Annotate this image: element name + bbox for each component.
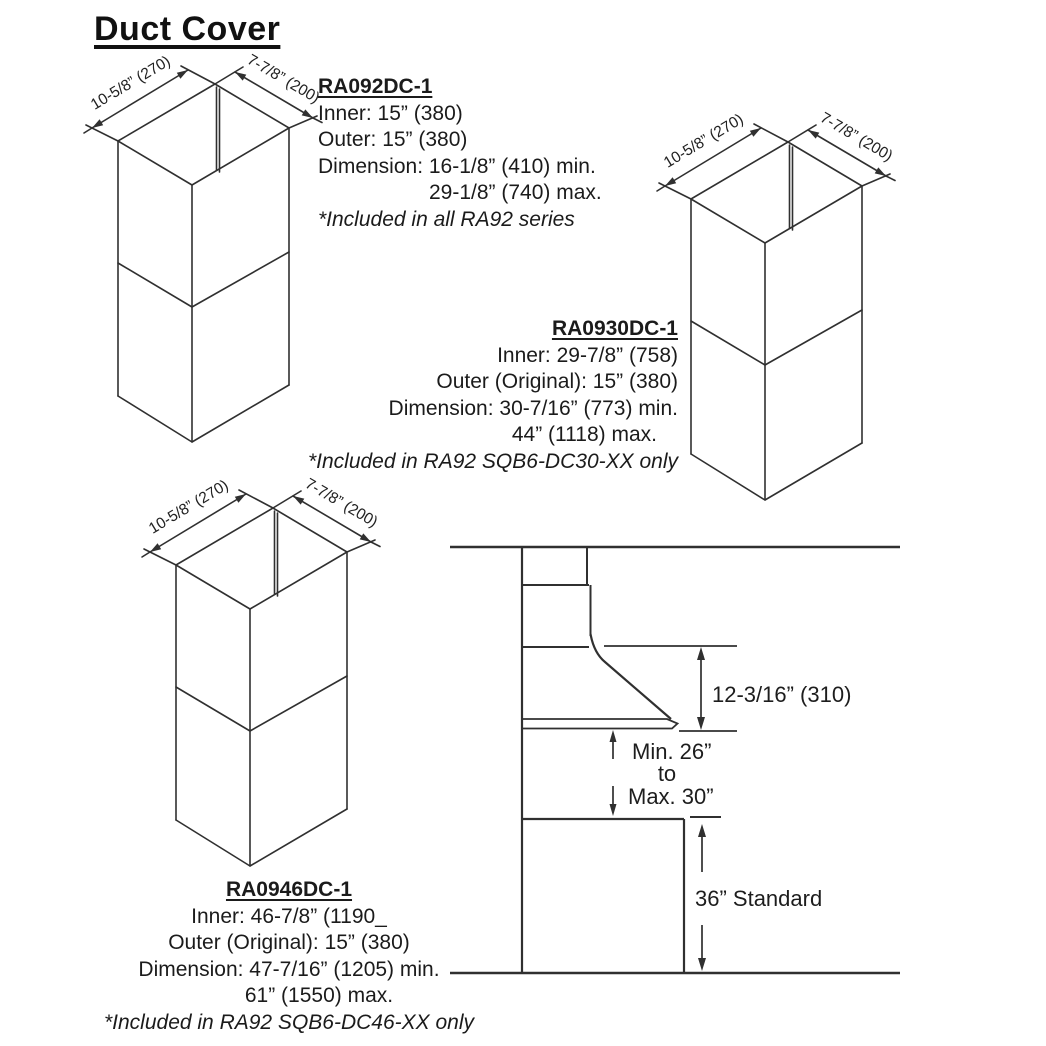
dimension-min: Dimension: 30-7/16” (773) min. (388, 396, 678, 420)
arrowhead-up (610, 730, 617, 742)
duct-cover-drawing (142, 490, 380, 866)
counter-height-label: 36” Standard (695, 886, 823, 911)
dimension-max: 61” (1550) max. (244, 984, 394, 1007)
inner-dimension: Inner: 46-7/8” (1190_ (191, 904, 387, 928)
arrowhead-down (697, 717, 705, 730)
dimension-min: Dimension: 47-7/16” (1205) min. (138, 957, 440, 981)
hood-height-dimension-label: 12-3/16” (310) (712, 682, 852, 707)
outer-dimension: Outer (Original): 15” (380) (168, 931, 410, 954)
arrowhead-down (698, 958, 706, 971)
model-number: RA092DC-1 (318, 75, 433, 98)
outer-dimension: Outer: 15” (380) (318, 128, 468, 151)
width-dimension-label: 10-5/8” (270) (87, 52, 174, 114)
isometric-diagram-ra0930 (641, 110, 901, 515)
isometric-diagram-ra0946 (126, 476, 386, 881)
page-title: Duct Cover (94, 10, 281, 48)
inclusion-note: *Included in RA92 SQB6-DC46-XX only (103, 1010, 475, 1034)
inner-dimension: Inner: 15” (380) (318, 101, 463, 125)
arrowhead-up (698, 824, 706, 837)
installation-clearance-diagram (445, 538, 910, 980)
depth-dimension-label: 7-7/8” (200) (302, 475, 381, 531)
inclusion-note: *Included in all RA92 series (318, 207, 575, 231)
arrowhead-down (610, 804, 617, 816)
spec-block-ra092dc-1 (318, 74, 602, 233)
width-dimension-label: 10-5/8” (270) (145, 476, 232, 538)
arrowhead-up (697, 647, 705, 660)
model-number: RA0946DC-1 (225, 878, 353, 901)
min-clearance-label: Min. 26” (632, 739, 712, 764)
depth-dimension-label: 7-7/8” (200) (244, 51, 323, 107)
outer-dimension: Outer (Original): 15” (380) (436, 370, 678, 393)
depth-dimension-label: 7-7/8” (200) (817, 109, 896, 165)
hood-bottom-band (522, 719, 678, 729)
model-number: RA0930DC-1 (551, 317, 678, 340)
inner-dimension: Inner: 29-7/8” (758) (497, 343, 678, 367)
duct-cover-drawing (657, 124, 895, 500)
spec-block-ra0946dc-1 (85, 877, 493, 1036)
dimension-max: 44” (1118) max. (511, 423, 657, 446)
duct-cover-drawing (84, 66, 322, 442)
isometric-diagram-ra092 (68, 52, 328, 457)
clearance-range-connector: to (657, 761, 677, 786)
dimension-min: Dimension: 16-1/8” (410) min. (318, 154, 596, 178)
width-dimension-label: 10-5/8” (270) (660, 110, 747, 172)
spec-block-ra0930dc-1 (308, 316, 678, 475)
dimension-max: 29-1/8” (740) max. (429, 181, 602, 204)
inclusion-note: *Included in RA92 SQB6-DC30-XX only (307, 449, 678, 473)
max-clearance-label: Max. 30” (628, 784, 714, 809)
